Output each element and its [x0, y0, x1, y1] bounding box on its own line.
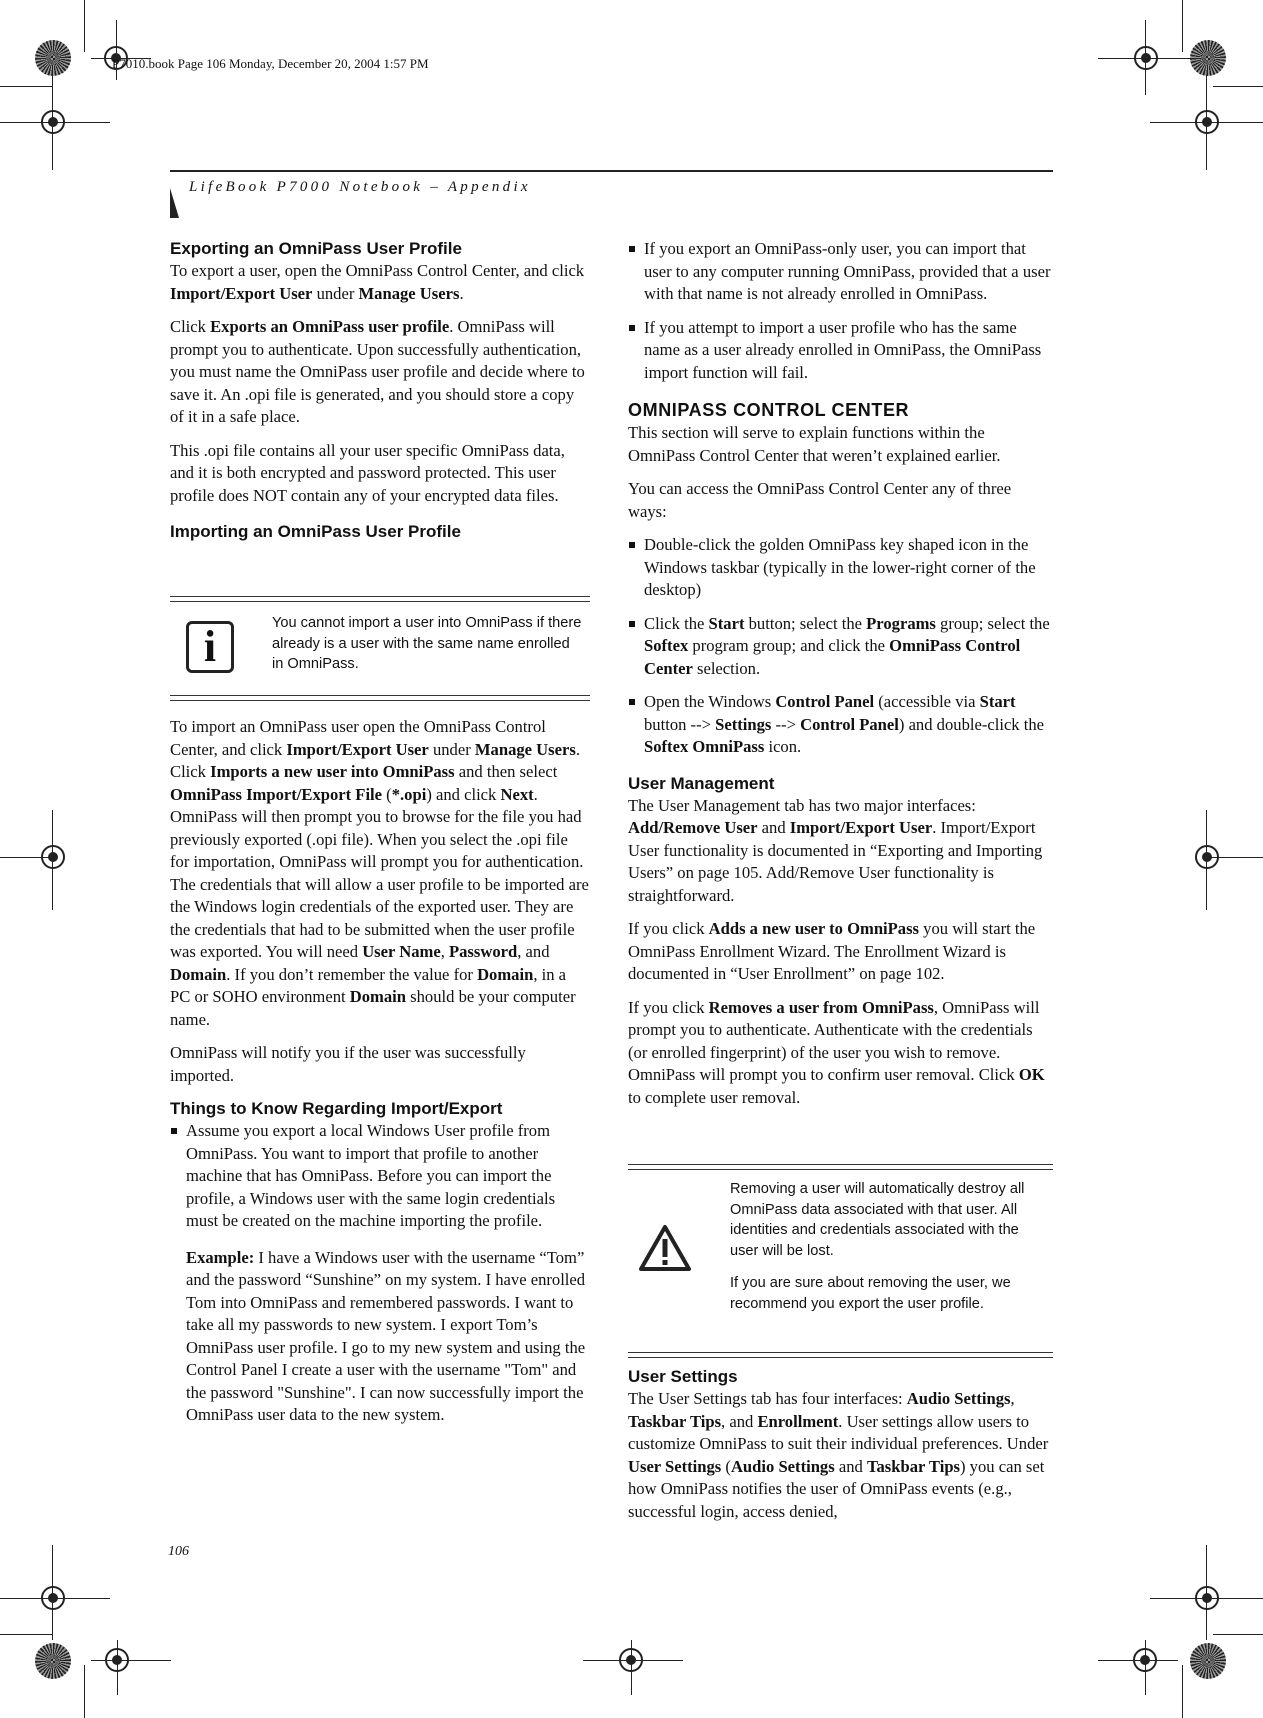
control-center-bullet-3: Open the Windows Control Panel (accessible via Start button --> Settings --> Control Panel) and double-click the Softex OmniPass icon. [628, 691, 1053, 759]
star-target-icon [1190, 1643, 1226, 1679]
registration-mark-icon [616, 1645, 646, 1675]
example-text: I have a Windows user with the username “Tom” and the password “Sunshine” on my system. I have enrolled Tom into OmniPass and remembered passwords. I want to take all my passwords to new system. I export Tom’s OmniPass user profile. I go to my new system and using the Control Panel I create a user with the username "Tom" and the password "Sunshine". I can now successfully import the OmniPass user data to the new system. [186, 1247, 586, 1424]
user-management-heading: User Management [628, 773, 775, 793]
right-bullet-2: If you attempt to import a user profile who has the same name as a user already enrolled in OmniPass, the OmniPass import function will fail. [628, 317, 1053, 385]
import-paragraph-1: To import an OmniPass user open the OmniPass Control Center, and click Import/Export User under Manage Users. Click Imports a new user into OmniPass and then select OmniPass Import/Export File (*.opi) and click Next. OmniPass will then prompt you to browse for the file you had previously exported (.opi file). When you select the .opi file for importation, OmniPass will prompt you for authentication. The credentials that will allow a user profile to be imported are the Windows login credentials of the exported user. They are the credentials that had to be submitted when the user profile was exported. You will need User Name, Password, and Domain. If you don’t remember the value for Domain, in a PC or SOHO environment Domain should be your computer name. [170, 717, 589, 1029]
registration-mark-icon [1192, 842, 1222, 872]
warning-icon [638, 1223, 692, 1273]
left-column [170, 238, 590, 543]
user-management-paragraph-2: If you click Adds a new user to OmniPass you will start the OmniPass Enrollment Wizard. The Enrollment Wizard is documented in “User Enrollment” on page 102. [628, 919, 1036, 983]
registration-mark-icon [102, 1645, 132, 1675]
import-paragraph-2: OmniPass will notify you if the user was successfully imported. [170, 1043, 526, 1085]
warning-note [628, 1164, 1053, 1358]
export-paragraph-2: Click Exports an OmniPass user profile. OmniPass will prompt you to authenticate. Upon successfully authentication, you must name the OmniPass user profile and decide where to save it. An .opi file is generated, and you should store a copy of it in a safe place. [170, 317, 585, 426]
warning-paragraph-1: Removing a user will automatically destroy all OmniPass data associated with that user. All identities and credentials associated with the user will be lost. [730, 1181, 1025, 1259]
info-note [170, 596, 590, 701]
example-label: Example: [186, 1247, 255, 1267]
right-column-lower [628, 1366, 1053, 1534]
user-management-paragraph-1: The User Management tab has two major interfaces: Add/Remove User and Import/Export User. Import/Export User functionality is documented in “Exporting and Importing Users” on page 105. Add/Remove User functionality is straightforward. [628, 795, 1043, 905]
registration-mark-icon [38, 107, 68, 137]
things-heading: Things to Know Regarding Import/Export [170, 1099, 503, 1118]
control-center-bullet-2: Click the Start button; select the Programs group; select the Softex program group; and click the OmniPass Control Center selection. [628, 613, 1053, 681]
print-slug: P7010.book Page 106 Monday, December 20, 2004 1:57 PM [112, 56, 429, 71]
control-center-paragraph-1: This section will serve to explain functions within the OmniPass Control Center that weren’t explained earlier. [628, 423, 1001, 465]
right-column [628, 238, 1053, 1120]
star-target-icon [35, 40, 71, 76]
import-heading: Importing an OmniPass User Profile [170, 522, 461, 541]
registration-mark-icon [1131, 43, 1161, 73]
registration-mark-icon [1192, 107, 1222, 137]
user-settings-heading: User Settings [628, 1367, 738, 1386]
example-paragraph [170, 1247, 590, 1427]
running-head: LifeBook P7000 Notebook – Appendix [189, 179, 531, 195]
header-rule [170, 170, 1053, 172]
left-column-lower [170, 716, 590, 1427]
registration-mark-icon [38, 842, 68, 872]
export-paragraph-1: To export a user, open the OmniPass Control Center, and click Import/Export User under Manage Users. [170, 261, 585, 303]
warning-note-text [730, 1179, 1040, 1326]
star-target-icon [1190, 40, 1226, 76]
info-icon: i [186, 621, 234, 673]
export-heading: Exporting an OmniPass User Profile [170, 239, 462, 258]
control-center-paragraph-2: You can access the OmniPass Control Center any of three ways: [628, 479, 1012, 521]
registration-mark-icon [1130, 1645, 1160, 1675]
header-tab-mark [170, 188, 179, 218]
things-bullet-1: Assume you export a local Windows User profile from OmniPass. You want to import that profile to another machine that has OmniPass. Before you can import the profile, a Windows user with the same login credentials must be created on the machine importing the profile. [170, 1120, 590, 1233]
registration-mark-icon [1192, 1583, 1222, 1613]
control-center-heading: OMNIPASS CONTROL CENTER [628, 400, 910, 420]
info-note-text: You cannot import a user into OmniPass if there already is a user with the same name enrolled in OmniPass. [272, 615, 582, 672]
registration-mark-icon [38, 1583, 68, 1613]
star-target-icon [35, 1643, 71, 1679]
warning-paragraph-2: If you are sure about removing the user, we recommend you export the user profile. [730, 1275, 1011, 1312]
export-paragraph-3: This .opi file contains all your user specific OmniPass data, and it is both encrypted and password protected. This user profile does NOT contain any of your encrypted data files. [170, 440, 565, 505]
user-settings-paragraph-1: The User Settings tab has four interfaces: Audio Settings, Taskbar Tips, and Enrollment. User settings allow users to customize OmniPass to suit their individual preferences. Under User Settings (Audio Settings and Taskbar Tips) you can set how OmniPass notifies the user of OmniPass events (e.g., successful login, access denied, [628, 1389, 1049, 1521]
right-bullet-1: If you export an OmniPass-only user, you can import that user to any computer running OmniPass, provided that a user with that name is not already enrolled in OmniPass. [628, 238, 1053, 306]
control-center-bullet-1: Double-click the golden OmniPass key shaped icon in the Windows taskbar (typically in the lower-right corner of the desktop) [628, 534, 1053, 602]
page-number: 106 [168, 1544, 189, 1559]
user-management-paragraph-3: If you click Removes a user from OmniPass, OmniPass will prompt you to authenticate. Authenticate with the credentials (or enrolled fingerprint) of the user you wish to remove. OmniPass will prompt you to confirm user removal. Click OK to complete user removal. [628, 997, 1045, 1107]
